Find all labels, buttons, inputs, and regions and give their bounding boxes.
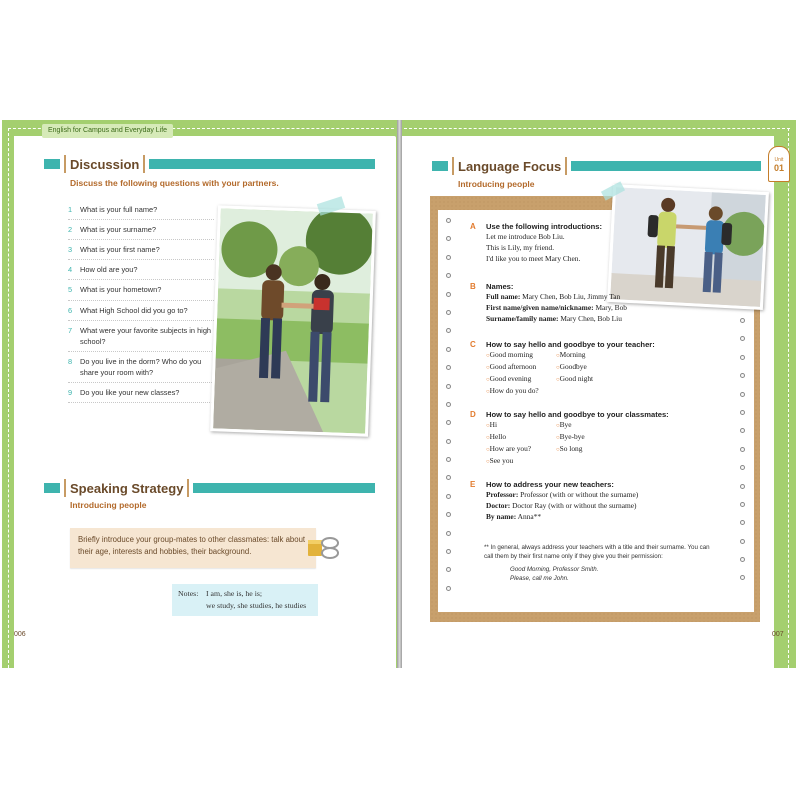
heading-square [44,159,60,169]
page-border-dash [788,128,789,668]
question-text: What High School did you go to? [80,305,188,315]
heading-bar [143,155,145,173]
question-number: 2 [68,225,73,235]
language-focus-title: Language Focus [458,158,562,174]
footnote-example: Please, call me John. [510,574,569,582]
language-focus-subtitle: Introducing people [458,179,535,189]
section-line [486,313,710,324]
section-line [486,489,710,500]
page-border-dash [404,128,790,129]
page-border-dash [8,128,9,668]
question-text: What were your favorite subjects in high school? [80,325,212,346]
question-text: How old are you? [80,265,138,275]
section-line [486,291,710,302]
page-number: 006 [14,631,26,638]
term-label: Full name: [486,292,521,301]
heading-square [44,483,60,493]
notes-line: we study, she studies, he studies [206,601,307,611]
phrase-item: ○ Bye-bye [556,431,626,443]
question-text: Do you live in the dorm? Who do you share your room with? [80,356,202,377]
heading-bar [187,479,189,497]
phrase-item: ○ Goodbye [556,361,626,373]
discussion-instructions: Discuss the following questions with your partners. [70,178,279,188]
speaking-prompt-note: Briefly introduce your group-mates to other classmates: talk about their age, interests and hobbies, their background. [70,528,316,568]
heading-bar [565,157,567,175]
question-number: 9 [68,388,73,398]
list-item [68,321,214,352]
heading-square [432,161,448,171]
term-value: Mary Chen, Bob Liu [560,314,622,324]
heading-stripe [571,161,761,171]
heading-stripe [193,483,375,493]
section-letter: D [470,410,476,419]
phrase-grid [486,349,710,397]
heading-bar [452,157,454,175]
term-value: Mary, Bob [595,303,627,313]
heading-bar [64,479,66,497]
question-number: 5 [68,285,73,295]
term-value: Professor (with or without the surname) [520,490,639,499]
term-value: Anna** [517,512,542,522]
unit-label: Unit [774,157,784,163]
section-letter: C [470,340,476,349]
list-item [68,301,214,321]
section-b [470,282,710,324]
question-number: 4 [68,265,73,275]
term-label: By name: [486,512,517,522]
question-number: 1 [68,205,73,214]
speaking-strategy-subtitle: Introducing people [70,500,147,510]
phrase-item: ○ See you [486,455,556,467]
phrase-item: ○ So long [556,443,626,455]
phrase-item: ○ Good evening [486,373,556,385]
question-text: What is your full name? [80,205,158,214]
phrase-item: ○ Morning [556,349,626,361]
section-d [470,410,710,467]
list-item [68,200,214,220]
question-number: 6 [68,305,73,315]
section-c [470,340,710,397]
question-text: What is your first name? [80,245,160,255]
term-label: Professor: [486,490,519,499]
list-item [68,352,214,383]
section-letter: E [470,480,476,489]
list-item [68,260,214,280]
term-label: First name/given name/nickname: [486,303,594,313]
phrase-item: ○ Good morning [486,349,556,361]
binder-clip-icon [306,534,340,562]
section-letter: A [470,222,476,231]
unit-tab [768,146,790,182]
discussion-question-list [68,200,214,403]
book-gutter [397,120,402,668]
phrase-item: ○ Good afternoon [486,361,556,373]
phrase-item: ○ Bye [556,419,626,431]
section-heading: How to say hello and goodbye to your classmates: [486,410,669,419]
section-line [486,511,710,522]
unit-number: 01 [773,163,784,173]
question-number: 7 [68,325,73,335]
list-item [68,220,214,240]
question-text: What is your hometown? [80,285,162,295]
handshake-illustration [213,208,373,433]
list-item [68,240,214,260]
term-value: Mary Chen, Bob Liu, Jimmy Tan [522,292,621,301]
notes-label: Notes: [178,589,199,598]
section-heading: How to say hello and goodbye to your teacher: [486,340,655,349]
section-line [486,302,710,313]
book-header-tab: English for Campus and Everyday Life [42,124,173,138]
section-line [486,500,710,511]
page-number: 007 [772,631,784,638]
speaking-strategy-heading [44,478,375,498]
discussion-title: Discussion [70,156,140,172]
section-line: This is Lily, my friend. [486,243,555,253]
phrase-item: ○ Hello [486,431,556,443]
question-number: 3 [68,245,73,255]
section-heading: Use the following introductions: [486,222,603,231]
phrase-item: ○ Hi [486,419,556,431]
phrase-item: ○ Good night [556,373,626,385]
discussion-heading [44,154,375,174]
speaking-strategy-title: Speaking Strategy [70,480,184,496]
footnote-text: ** In general, always address your teachers with a title and their surname. You can call them by their first name only if they give you their permission: [484,544,710,560]
section-letter: B [470,282,476,291]
list-item [68,383,214,403]
language-focus-heading [432,156,761,176]
phrase-grid [486,419,710,467]
section-a [470,222,710,264]
phrase-item: ○ How do you do? [486,385,556,397]
section-heading: Names: [486,282,514,291]
term-label: Doctor: [486,501,511,511]
binder-holes-left [446,218,454,604]
footnote [484,544,710,584]
binder-holes-right [740,318,748,594]
heading-stripe [149,159,375,169]
list-item [68,280,214,300]
question-text: What is your surname? [80,225,156,235]
section-line: Let me introduce Bob Liu. [486,232,565,241]
term-label: Surname/family name: [486,314,559,324]
phrase-item: ○ How are you? [486,443,556,455]
question-number: 8 [68,356,73,366]
grammar-notes-box [172,584,318,616]
footnote-example: Good Morning, Professor Smith. [510,565,599,573]
question-text: Do you like your new classes? [80,388,180,398]
section-line: I'd like you to meet Mary Chen. [486,254,581,264]
notes-line: I am, she is, he is; [206,589,263,598]
term-value: Doctor Ray (with or without the surname) [512,501,637,511]
heading-bar [64,155,66,173]
section-e [470,480,710,522]
students-handshake-photo [210,205,376,436]
section-heading: How to address your new teachers: [486,480,614,489]
